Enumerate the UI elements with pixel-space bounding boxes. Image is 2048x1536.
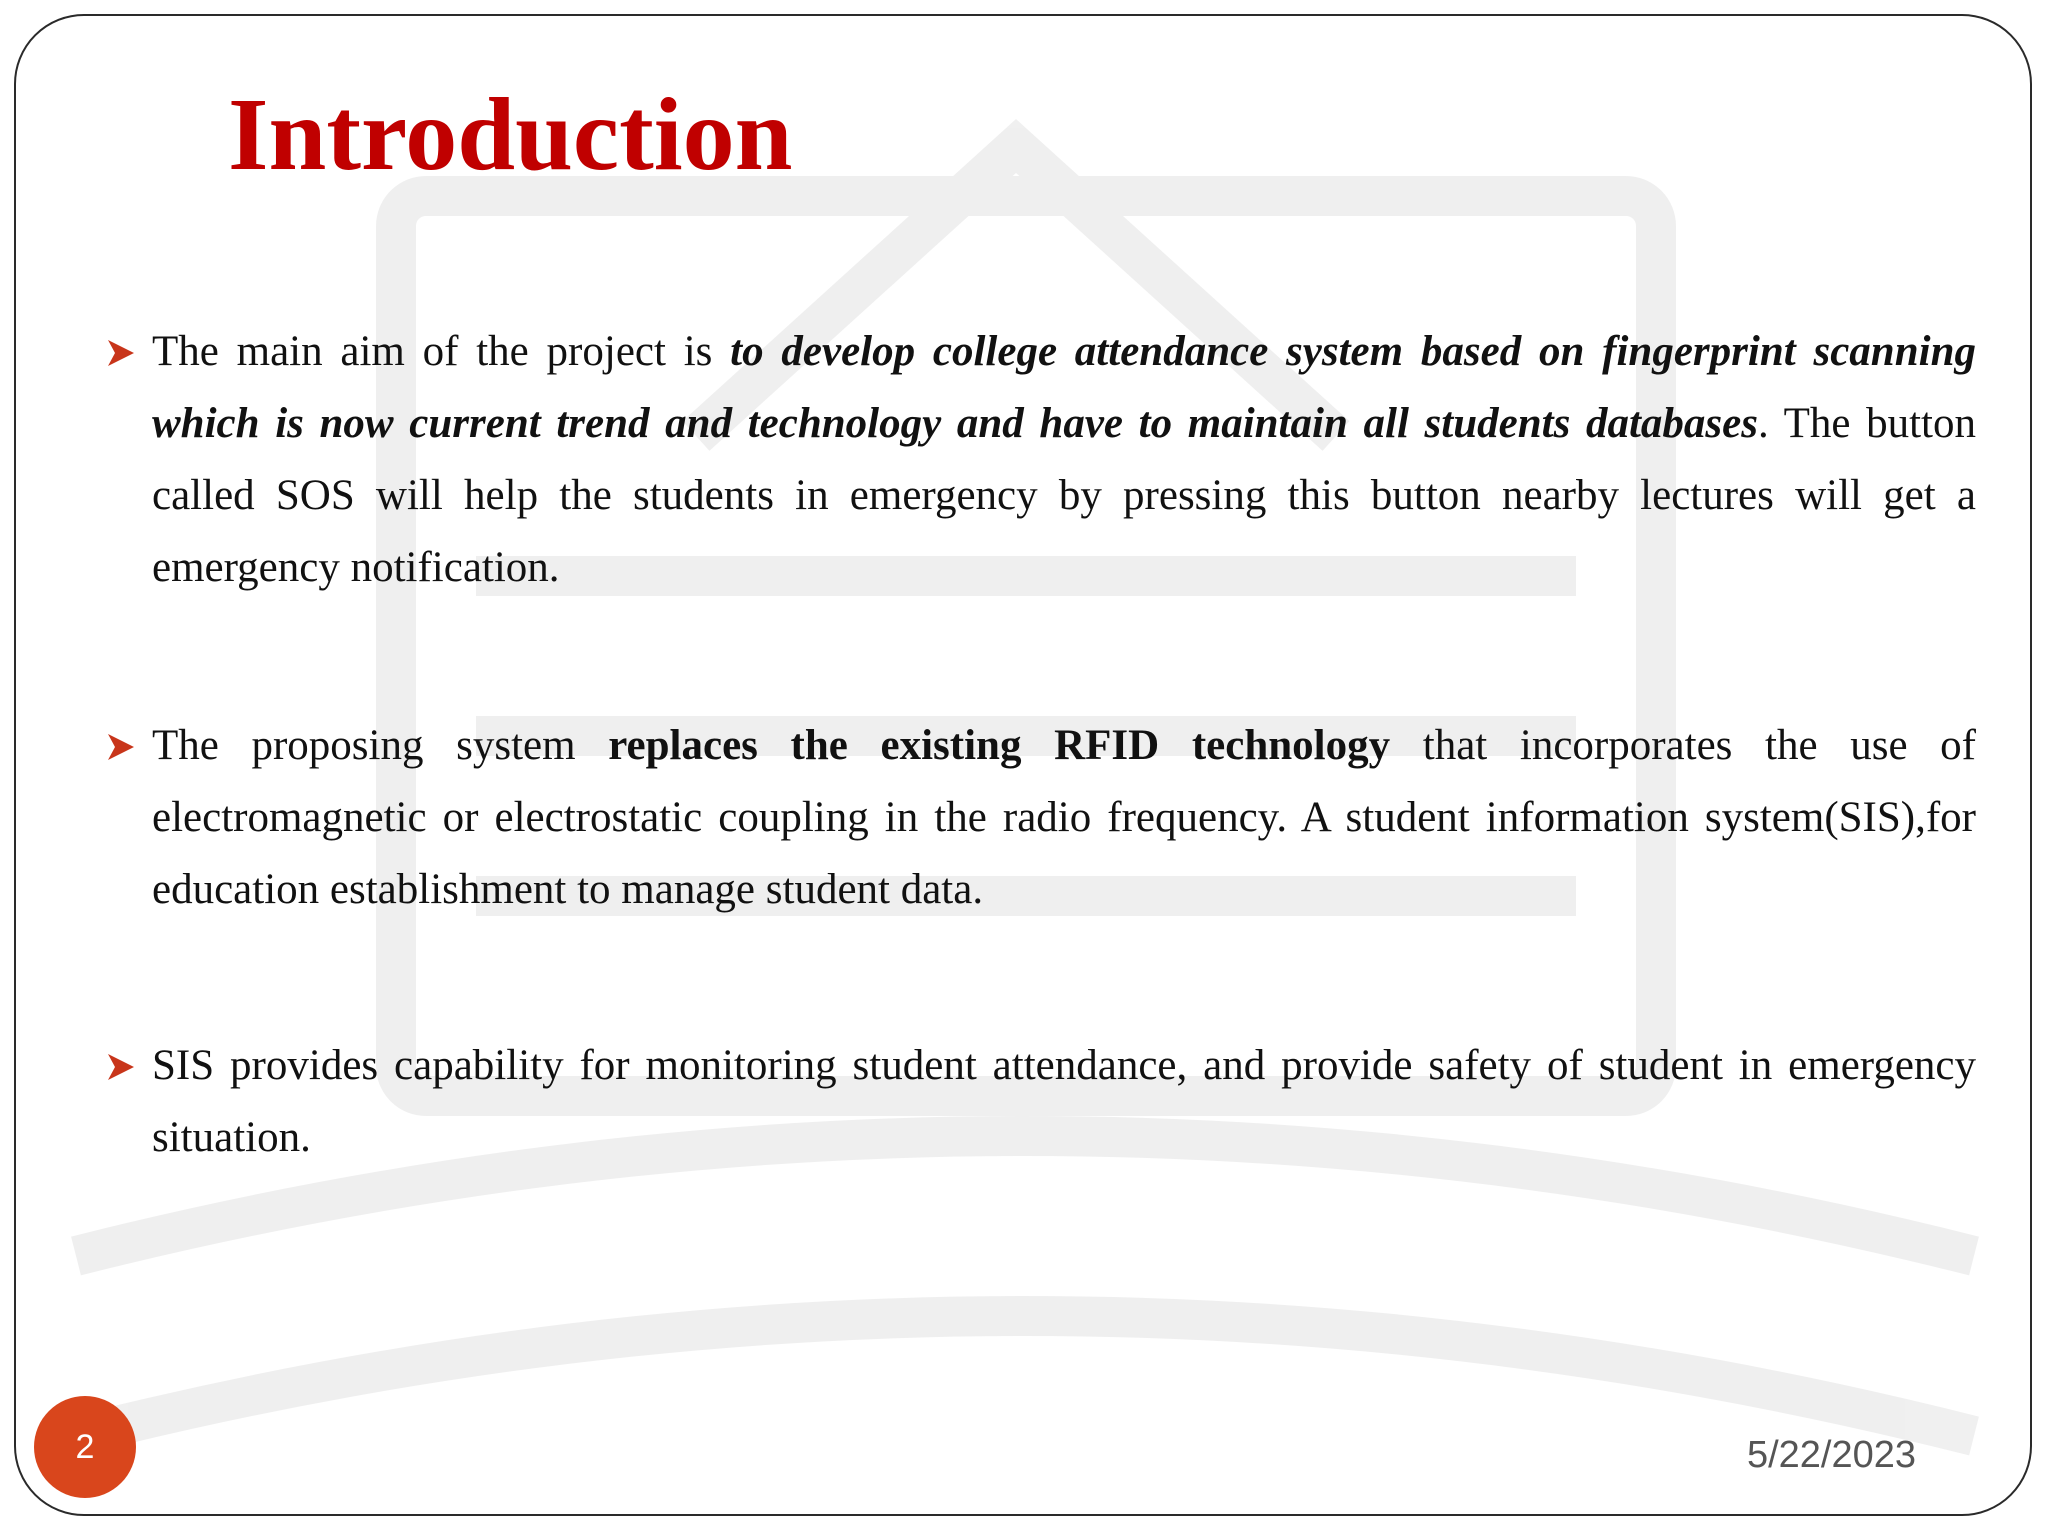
bullet-2-text-part-3: that incorporates the use of electromagnetic or electrostatic coupling in the radio frequency. A student information system(SIS),for education establishment to manage student data.	[152, 722, 1976, 913]
bullet-item-1	[152, 316, 1976, 604]
arrowhead-bullet-icon	[106, 338, 136, 368]
bullet-2-text-part-1: The proposing system	[152, 722, 609, 769]
slide-date: 5/22/2023	[1746, 1434, 1916, 1476]
bullet-1-text-emphasis: to develop college attendance system based on fingerprint scanning which is now current trend and technology and have to maintain all students databases	[152, 328, 1976, 447]
arrowhead-bullet-icon	[106, 732, 136, 762]
slide	[14, 14, 2032, 1516]
bullet-2-text-emphasis: replaces the existing RFID technology	[608, 722, 1391, 769]
page-number-badge: 2	[34, 1396, 136, 1498]
slide-title: Introduction	[228, 77, 793, 192]
bullet-1-text-part-3: . The button called SOS will help the students in emergency by pressing this button nearby lectures will get a emergency notification.	[152, 400, 1977, 591]
bullet-1-text-part-1: The main aim of the project is	[152, 328, 731, 375]
bullet-3-text: SIS provides capability for monitoring student attendance, and provide safety of student in emergency situation.	[152, 1042, 1976, 1161]
bullet-item-2	[152, 710, 1976, 926]
arrowhead-bullet-icon	[106, 1052, 136, 1082]
bullet-item-3	[152, 1030, 1976, 1174]
